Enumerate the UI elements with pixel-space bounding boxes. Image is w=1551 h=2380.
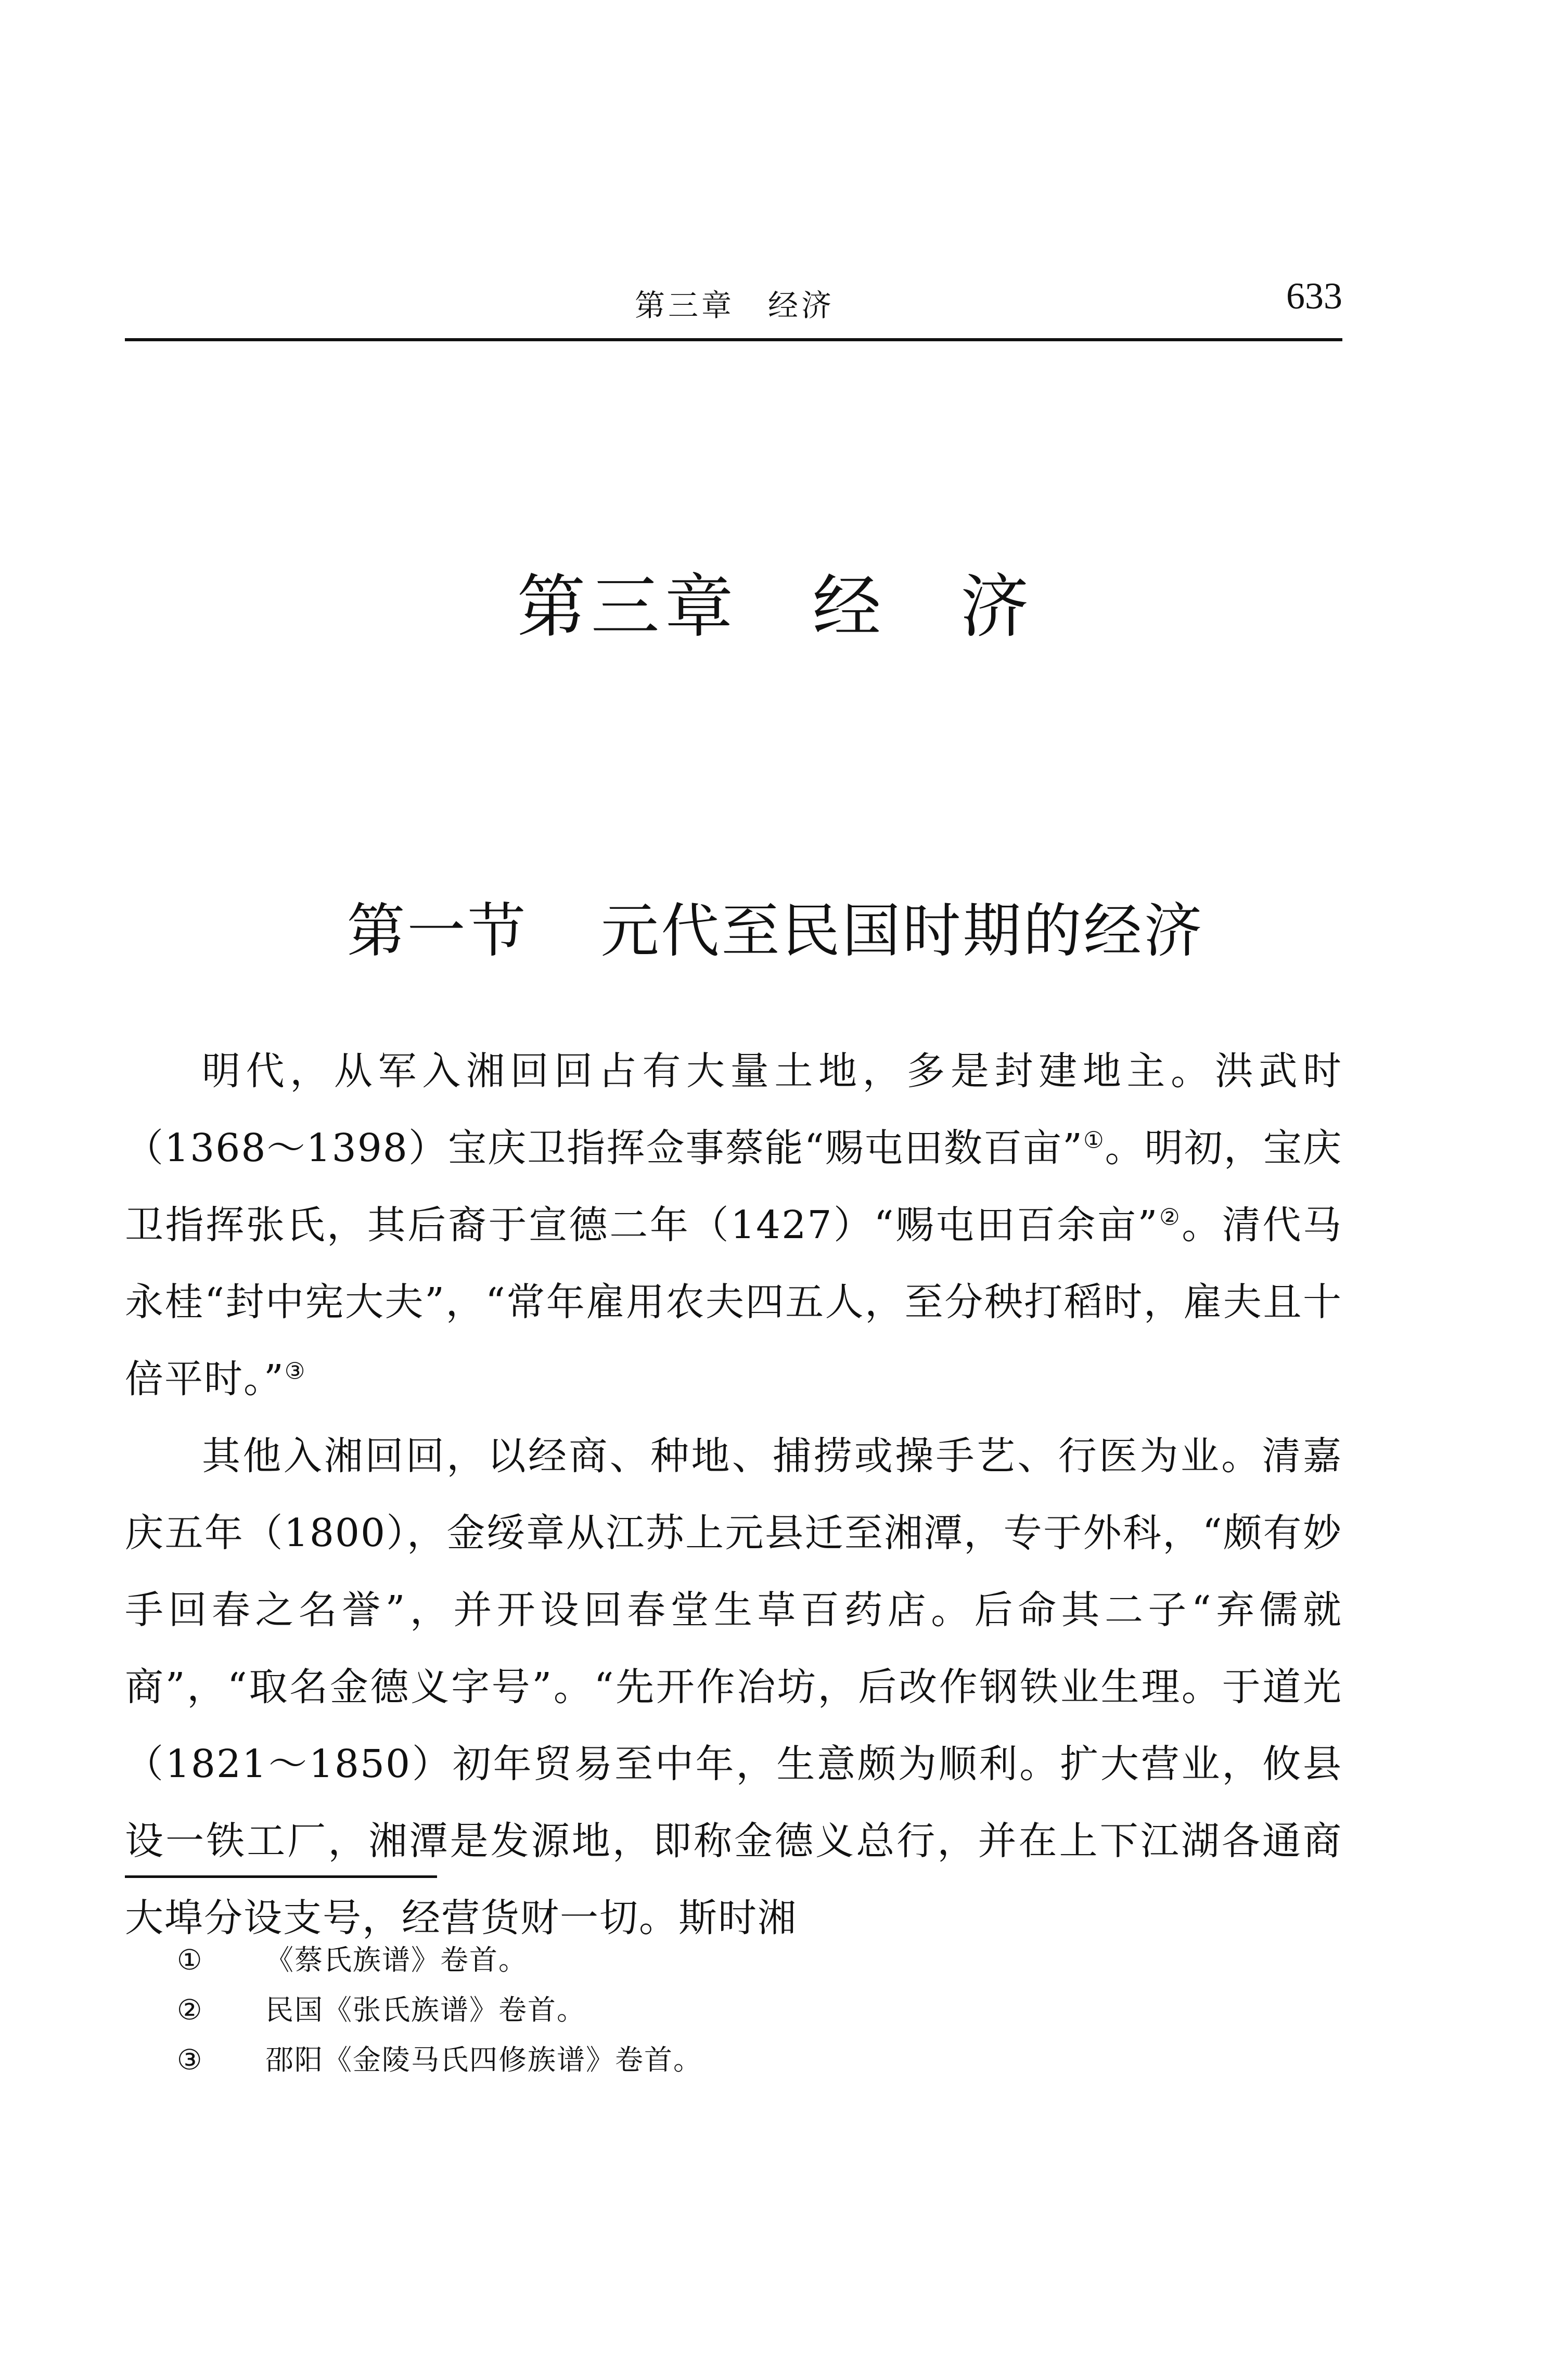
page-number: 633 [1286, 275, 1342, 317]
running-header [125, 271, 1342, 328]
footnote-ref: ② [1158, 1204, 1182, 1231]
body-text [125, 1033, 1342, 1957]
footnote-text: 《蔡氏族谱》卷首。 [265, 1944, 528, 1976]
footnote [177, 2035, 1322, 2085]
chapter-title: 第三章 经 济 [517, 567, 1034, 647]
footnote [177, 1985, 1322, 2035]
paragraph: 明代，从军入湘回回占有大量土地，多是封建地主。洪武时（1368～1398）宝庆卫指挥佥事蔡能“赐屯田数百亩”①。明初，宝庆卫指挥张氏，其后裔于宣德二年（1427）“赐屯田百余亩”②。清代马永桂“封中宪大夫”，“常年雇用农夫四五人，至分秧打稻时，雇夫且十倍平时。”③ [125, 1049, 1343, 1401]
section-name: 元代至民国时期的经济 [600, 897, 1204, 965]
section-number: 第一节 [347, 897, 528, 965]
footnote-ref: ① [1083, 1127, 1105, 1154]
section-title [0, 884, 1551, 968]
footnote-mark: ① [177, 1944, 203, 1976]
footnotes [177, 1935, 1322, 2085]
footnote-mark: ② [177, 1993, 203, 2026]
footnote-rule [125, 1875, 437, 1878]
paragraph: 其他入湘回回，以经商、种地、捕捞或操手艺、行医为业。清嘉庆五年（1800），金绥章从江苏上元县迁至湘潭，专于外科，“颇有妙手回春之名誉”，并开设回春堂生草百药店。后命其二子“弃儒就商”，“取名金德义字号”。“先开作冶坊，后改作钢铁业生理。于道光（1821～1850）初年贸易至中年，生意颇为顺利。扩大营业，攸县设一铁工厂，湘潭是发源地，即称金德义总行，并在上下江湖各通商大埠分设支号，经营货财一切。斯时湘 [125, 1434, 1342, 1940]
footnote-text: 民国《张氏族谱》卷首。 [265, 1993, 586, 2026]
footnote-mark: ③ [177, 2043, 203, 2076]
footnote [177, 1935, 1322, 1985]
running-title: 第三章 经济 [635, 288, 835, 323]
header-rule [125, 338, 1342, 341]
footnote-text: 邵阳《金陵马氏四修族谱》卷首。 [265, 2043, 702, 2076]
footnote-ref: ③ [284, 1358, 306, 1385]
